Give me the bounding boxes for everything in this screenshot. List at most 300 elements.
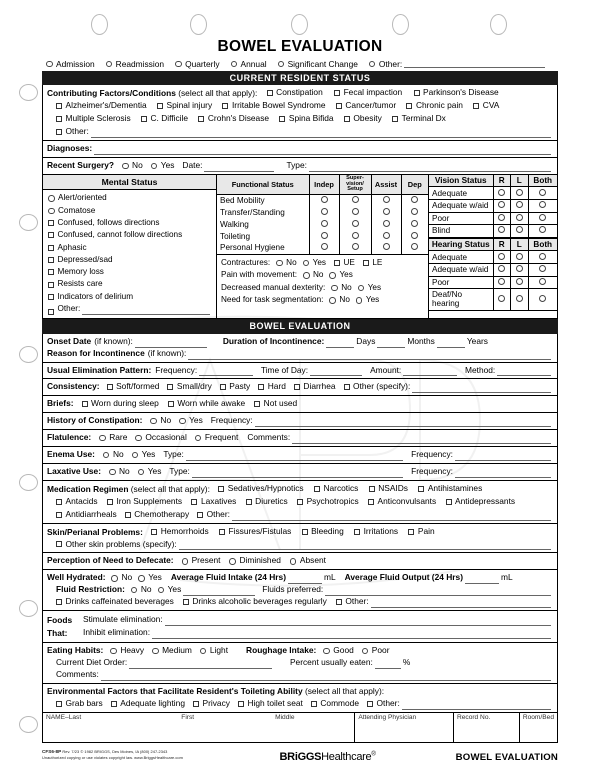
skin-other[interactable]: Other skin problems (specify): bbox=[56, 539, 177, 551]
eating-heavy[interactable]: Heavy bbox=[110, 645, 144, 657]
laxative-frequency-input[interactable] bbox=[455, 470, 551, 478]
fs-personal-hygiene-assist[interactable] bbox=[371, 242, 401, 254]
consistency-small-dry[interactable]: Small/dry bbox=[167, 381, 211, 393]
radio-icon[interactable] bbox=[362, 648, 369, 655]
checkbox-icon[interactable] bbox=[336, 599, 342, 605]
eval-type-admission[interactable]: Admission bbox=[46, 59, 95, 69]
checkbox-icon[interactable] bbox=[220, 384, 226, 390]
radio-icon[interactable] bbox=[411, 196, 418, 203]
name-first-field[interactable] bbox=[178, 713, 272, 742]
radio-icon[interactable] bbox=[516, 265, 523, 272]
checkbox-icon[interactable] bbox=[56, 599, 62, 605]
med-chemotherapy[interactable]: Chemotherapy bbox=[125, 509, 189, 521]
radio-icon[interactable] bbox=[195, 435, 202, 442]
vision-poor-both[interactable] bbox=[528, 212, 557, 225]
eval-type-significant-change[interactable]: Significant Change bbox=[278, 59, 358, 69]
ms-aphasic[interactable]: Aphasic bbox=[48, 242, 212, 254]
checkbox-icon[interactable] bbox=[314, 486, 320, 492]
hearing-deaf-r[interactable] bbox=[493, 289, 511, 311]
cf-crohns[interactable]: Crohn's Disease bbox=[198, 113, 269, 125]
vision-blind-l[interactable] bbox=[511, 225, 529, 238]
fs-bed-mobility-supervision[interactable] bbox=[339, 194, 371, 206]
drinks-alcoholic[interactable]: Drinks alcoholic beverages regularly bbox=[183, 596, 327, 608]
radio-icon[interactable] bbox=[383, 208, 390, 215]
hearing-adequate-aid-l[interactable] bbox=[511, 263, 529, 276]
enema-no[interactable]: No bbox=[103, 449, 124, 461]
radio-icon[interactable] bbox=[516, 295, 523, 302]
checkbox-icon[interactable] bbox=[183, 599, 189, 605]
name-last-field[interactable] bbox=[43, 713, 178, 742]
roughage-poor[interactable]: Poor bbox=[362, 645, 390, 657]
fn-contractures-no[interactable]: No bbox=[276, 257, 296, 269]
radio-icon[interactable] bbox=[516, 214, 523, 221]
fn-pain-movement-no[interactable]: No bbox=[303, 269, 323, 281]
radio-icon[interactable] bbox=[498, 226, 505, 233]
checkbox-icon[interactable] bbox=[193, 701, 199, 707]
fn-pain-movement-yes[interactable]: Yes bbox=[329, 269, 352, 281]
well-hydrated-yes[interactable]: Yes bbox=[138, 572, 162, 584]
radio-icon[interactable] bbox=[321, 196, 328, 203]
radio-icon[interactable] bbox=[329, 272, 336, 279]
checkbox-icon[interactable] bbox=[107, 499, 113, 505]
radio-icon[interactable] bbox=[352, 232, 359, 239]
radio-icon[interactable] bbox=[99, 435, 106, 442]
radio-icon[interactable] bbox=[48, 208, 55, 215]
env-other-input[interactable] bbox=[402, 702, 551, 710]
enema-type-input[interactable] bbox=[186, 453, 403, 461]
recent-surgery-date-input[interactable] bbox=[204, 164, 274, 172]
eating-comments-input[interactable] bbox=[101, 673, 551, 681]
eval-type-other[interactable]: Other: bbox=[369, 59, 547, 69]
cf-ibs[interactable]: Irritable Bowel Syndrome bbox=[222, 100, 325, 112]
med-other[interactable]: Other: bbox=[197, 509, 230, 521]
checkbox-icon[interactable] bbox=[267, 90, 273, 96]
fs-bed-mobility-assist[interactable] bbox=[371, 194, 401, 206]
checkbox-icon[interactable] bbox=[56, 103, 62, 109]
cf-spinal-injury[interactable]: Spinal injury bbox=[157, 100, 212, 112]
duration-days-input[interactable] bbox=[326, 340, 354, 348]
fs-toileting-indep[interactable] bbox=[309, 230, 339, 242]
radio-icon[interactable] bbox=[516, 253, 523, 260]
fluids-preferred-input[interactable] bbox=[325, 588, 551, 596]
ms-memory-loss[interactable]: Memory loss bbox=[48, 266, 212, 278]
radio-icon[interactable] bbox=[179, 418, 186, 425]
checkbox-icon[interactable] bbox=[368, 499, 374, 505]
med-laxatives[interactable]: Laxatives bbox=[191, 496, 236, 508]
radio-icon[interactable] bbox=[321, 208, 328, 215]
radio-icon[interactable] bbox=[516, 278, 523, 285]
radio-icon[interactable] bbox=[151, 163, 158, 170]
ms-comatose[interactable]: Comatose bbox=[48, 205, 212, 217]
radio-icon[interactable] bbox=[358, 285, 365, 292]
checkbox-icon[interactable] bbox=[446, 499, 452, 505]
room-bed-field[interactable] bbox=[519, 713, 557, 742]
radio-icon[interactable] bbox=[516, 201, 523, 208]
vision-poor-r[interactable] bbox=[493, 212, 511, 225]
checkbox-icon[interactable] bbox=[56, 499, 62, 505]
consistency-diarrhea[interactable]: Diarrhea bbox=[294, 381, 336, 393]
checkbox-icon[interactable] bbox=[48, 282, 54, 288]
vision-blind-r[interactable] bbox=[493, 225, 511, 238]
radio-icon[interactable] bbox=[539, 253, 546, 260]
skin-irritations[interactable]: Irritations bbox=[354, 526, 398, 538]
flatulence-rare[interactable]: Rare bbox=[99, 432, 127, 444]
perception-diminished[interactable]: Diminished bbox=[229, 555, 280, 567]
checkbox-icon[interactable] bbox=[198, 116, 204, 122]
radio-icon[interactable] bbox=[498, 253, 505, 260]
radio-icon[interactable] bbox=[122, 163, 129, 170]
ms-other[interactable]: Other: bbox=[48, 303, 212, 315]
checkbox-icon[interactable] bbox=[157, 103, 163, 109]
checkbox-icon[interactable] bbox=[48, 269, 54, 275]
radio-icon[interactable] bbox=[352, 220, 359, 227]
fs-toileting-assist[interactable] bbox=[371, 230, 401, 242]
med-iron-supplements[interactable]: Iron Supplements bbox=[107, 496, 182, 508]
checkbox-icon[interactable] bbox=[82, 401, 88, 407]
percent-eaten-input[interactable] bbox=[375, 661, 401, 669]
fn-contractures-ue[interactable]: UE bbox=[334, 257, 355, 269]
checkbox-icon[interactable] bbox=[414, 90, 420, 96]
radio-icon[interactable] bbox=[539, 201, 546, 208]
skin-fissures-fistulas[interactable]: Fissures/Fistulas bbox=[219, 526, 291, 538]
roughage-good[interactable]: Good bbox=[323, 645, 354, 657]
ms-confused-follows[interactable]: Confused, follows directions bbox=[48, 217, 212, 229]
radio-icon[interactable] bbox=[135, 435, 142, 442]
checkbox-icon[interactable] bbox=[344, 384, 350, 390]
radio-icon[interactable] bbox=[158, 587, 165, 594]
cf-chronic-pain[interactable]: Chronic pain bbox=[406, 100, 463, 112]
cf-alzheimers[interactable]: Alzheimer's/Dementia bbox=[56, 100, 147, 112]
med-diuretics[interactable]: Diuretics bbox=[246, 496, 288, 508]
checkbox-icon[interactable] bbox=[258, 384, 264, 390]
radio-icon[interactable] bbox=[331, 285, 338, 292]
checkbox-icon[interactable] bbox=[418, 486, 424, 492]
elimination-amount-input[interactable] bbox=[403, 368, 457, 376]
checkbox-icon[interactable] bbox=[408, 529, 414, 535]
radio-icon[interactable] bbox=[329, 297, 336, 304]
checkbox-icon[interactable] bbox=[344, 116, 350, 122]
checkbox-icon[interactable] bbox=[141, 116, 147, 122]
skin-pain[interactable]: Pain bbox=[408, 526, 434, 538]
eval-type-other-input[interactable] bbox=[404, 60, 545, 68]
med-sedatives-hypnotics[interactable]: Sedatives/Hypnotics bbox=[218, 483, 303, 495]
env-other[interactable]: Other: bbox=[367, 698, 400, 710]
checkbox-icon[interactable] bbox=[334, 90, 340, 96]
radio-icon[interactable] bbox=[111, 575, 118, 582]
radio-icon[interactable] bbox=[383, 232, 390, 239]
flatulence-frequent[interactable]: Frequent bbox=[195, 432, 239, 444]
med-antacids[interactable]: Antacids bbox=[56, 496, 98, 508]
med-other-input[interactable] bbox=[232, 513, 551, 521]
checkbox-icon[interactable] bbox=[336, 103, 342, 109]
checkbox-icon[interactable] bbox=[367, 701, 373, 707]
elimination-method-input[interactable] bbox=[497, 368, 551, 376]
eval-type-readmission[interactable]: Readmission bbox=[106, 59, 164, 69]
vision-adequate-aid-both[interactable] bbox=[528, 200, 557, 213]
env-commode[interactable]: Commode bbox=[311, 698, 359, 710]
radio-icon[interactable] bbox=[321, 243, 328, 250]
radio-icon[interactable] bbox=[539, 214, 546, 221]
checkbox-icon[interactable] bbox=[363, 260, 369, 266]
checkbox-icon[interactable] bbox=[56, 129, 62, 135]
radio-icon[interactable] bbox=[516, 189, 523, 196]
radio-icon[interactable] bbox=[498, 295, 505, 302]
checkbox-icon[interactable] bbox=[222, 103, 228, 109]
radio-icon[interactable] bbox=[498, 201, 505, 208]
checkbox-icon[interactable] bbox=[302, 529, 308, 535]
env-high-toilet-seat[interactable]: High toilet seat bbox=[238, 698, 303, 710]
vision-adequate-aid-l[interactable] bbox=[511, 200, 529, 213]
fs-transfer-standing-supervision[interactable] bbox=[339, 207, 371, 219]
checkbox-icon[interactable] bbox=[473, 103, 479, 109]
radio-icon[interactable] bbox=[352, 196, 359, 203]
ms-other-input[interactable] bbox=[82, 307, 210, 315]
hearing-adequate-l[interactable] bbox=[511, 251, 529, 264]
diagnoses-input[interactable] bbox=[94, 147, 551, 155]
radio-icon[interactable] bbox=[411, 208, 418, 215]
hearing-adequate-both[interactable] bbox=[528, 251, 557, 264]
fluid-restriction-no[interactable]: No bbox=[131, 584, 152, 596]
eating-medium[interactable]: Medium bbox=[152, 645, 192, 657]
checkbox-icon[interactable] bbox=[406, 103, 412, 109]
name-middle-field[interactable] bbox=[272, 713, 354, 742]
fs-transfer-standing-indep[interactable] bbox=[309, 207, 339, 219]
checkbox-icon[interactable] bbox=[246, 499, 252, 505]
radio-icon[interactable] bbox=[110, 648, 117, 655]
checkbox-icon[interactable] bbox=[56, 512, 62, 518]
radio-icon[interactable] bbox=[352, 208, 359, 215]
checkbox-icon[interactable] bbox=[334, 260, 340, 266]
radio-icon[interactable] bbox=[498, 265, 505, 272]
checkbox-icon[interactable] bbox=[197, 512, 203, 518]
cf-constipation[interactable]: Constipation bbox=[267, 87, 323, 99]
checkbox-icon[interactable] bbox=[219, 529, 225, 535]
fs-toileting-dep[interactable] bbox=[401, 230, 428, 242]
checkbox-icon[interactable] bbox=[48, 257, 54, 263]
radio-icon[interactable] bbox=[539, 278, 546, 285]
consistency-soft-formed[interactable]: Soft/formed bbox=[107, 381, 160, 393]
hearing-adequate-aid-r[interactable] bbox=[493, 263, 511, 276]
skin-bleeding[interactable]: Bleeding bbox=[302, 526, 344, 538]
drinks-caffeinated[interactable]: Drinks caffeinated beverages bbox=[56, 596, 174, 608]
duration-months-input[interactable] bbox=[377, 340, 405, 348]
cf-fecal-impaction[interactable]: Fecal impaction bbox=[334, 87, 402, 99]
radio-icon[interactable] bbox=[290, 558, 297, 565]
radio-icon[interactable] bbox=[498, 214, 505, 221]
cf-cancer-tumor[interactable]: Cancer/tumor bbox=[336, 100, 396, 112]
checkbox-icon[interactable] bbox=[354, 529, 360, 535]
fs-bed-mobility-dep[interactable] bbox=[401, 194, 428, 206]
reason-input[interactable] bbox=[188, 352, 551, 360]
recent-surgery-no[interactable]: No bbox=[122, 160, 143, 172]
consistency-other-input[interactable] bbox=[412, 385, 551, 393]
env-privacy[interactable]: Privacy bbox=[193, 698, 230, 710]
radio-icon[interactable] bbox=[539, 265, 546, 272]
radio-icon[interactable] bbox=[411, 232, 418, 239]
fs-personal-hygiene-supervision[interactable] bbox=[339, 242, 371, 254]
med-antidepressants[interactable]: Antidepressants bbox=[446, 496, 516, 508]
vision-blind-both[interactable] bbox=[528, 225, 557, 238]
constipation-no[interactable]: No bbox=[150, 415, 171, 427]
eval-type-quarterly[interactable]: Quarterly bbox=[175, 59, 219, 69]
checkbox-icon[interactable] bbox=[56, 541, 62, 547]
radio-icon[interactable] bbox=[352, 243, 359, 250]
radio-icon[interactable] bbox=[138, 575, 145, 582]
checkbox-icon[interactable] bbox=[151, 529, 157, 535]
checkbox-icon[interactable] bbox=[218, 486, 224, 492]
checkbox-icon[interactable] bbox=[48, 309, 54, 315]
checkbox-icon[interactable] bbox=[238, 701, 244, 707]
vision-poor-l[interactable] bbox=[511, 212, 529, 225]
env-grab-bars[interactable]: Grab bars bbox=[56, 698, 103, 710]
radio-icon[interactable] bbox=[539, 189, 546, 196]
radio-icon[interactable] bbox=[383, 243, 390, 250]
radio-icon[interactable] bbox=[46, 61, 53, 68]
onset-date-input[interactable] bbox=[135, 340, 207, 348]
cf-other[interactable]: Other: bbox=[56, 126, 89, 138]
checkbox-icon[interactable] bbox=[279, 116, 285, 122]
enema-frequency-input[interactable] bbox=[455, 453, 551, 461]
fn-contractures-le[interactable]: LE bbox=[363, 257, 383, 269]
checkbox-icon[interactable] bbox=[107, 384, 113, 390]
cf-obesity[interactable]: Obesity bbox=[344, 113, 382, 125]
fluid-restriction-yes[interactable]: Yes bbox=[158, 584, 182, 596]
radio-icon[interactable] bbox=[411, 220, 418, 227]
recent-surgery-yes[interactable]: Yes bbox=[151, 160, 175, 172]
radio-icon[interactable] bbox=[321, 232, 328, 239]
radio-icon[interactable] bbox=[276, 260, 283, 267]
hearing-poor-l[interactable] bbox=[511, 276, 529, 289]
checkbox-icon[interactable] bbox=[48, 245, 54, 251]
radio-icon[interactable] bbox=[109, 469, 116, 476]
hydration-other[interactable]: Other: bbox=[336, 596, 369, 608]
med-narcotics[interactable]: Narcotics bbox=[314, 483, 358, 495]
med-antihistamines[interactable]: Antihistamines bbox=[418, 483, 482, 495]
briefs-worn-sleep[interactable]: Worn during sleep bbox=[82, 398, 159, 410]
fluid-intake-input[interactable] bbox=[288, 576, 322, 584]
fs-walking-assist[interactable] bbox=[371, 218, 401, 230]
radio-icon[interactable] bbox=[303, 260, 310, 267]
skin-hemorrhoids[interactable]: Hemorrhoids bbox=[151, 526, 208, 538]
ms-resists-care[interactable]: Resists care bbox=[48, 278, 212, 290]
attending-physician-field[interactable] bbox=[354, 713, 453, 742]
cf-c-difficile[interactable]: C. Difficile bbox=[141, 113, 188, 125]
consistency-hard[interactable]: Hard bbox=[258, 381, 286, 393]
fs-toileting-supervision[interactable] bbox=[339, 230, 371, 242]
radio-icon[interactable] bbox=[150, 418, 157, 425]
record-no-field[interactable] bbox=[453, 713, 519, 742]
consistency-pasty[interactable]: Pasty bbox=[220, 381, 250, 393]
fs-personal-hygiene-dep[interactable] bbox=[401, 242, 428, 254]
constipation-yes[interactable]: Yes bbox=[179, 415, 203, 427]
fs-bed-mobility-indep[interactable] bbox=[309, 194, 339, 206]
elimination-frequency-input[interactable] bbox=[199, 368, 253, 376]
consistency-other[interactable]: Other (specify): bbox=[344, 381, 411, 393]
radio-icon[interactable] bbox=[383, 196, 390, 203]
hearing-deaf-l[interactable] bbox=[511, 289, 529, 311]
cf-parkinsons[interactable]: Parkinson's Disease bbox=[414, 87, 499, 99]
briefs-not-used[interactable]: Not used bbox=[254, 398, 297, 410]
cf-cva[interactable]: CVA bbox=[473, 100, 499, 112]
ms-alert-oriented[interactable]: Alert/oriented bbox=[48, 192, 212, 204]
radio-icon[interactable] bbox=[229, 558, 236, 565]
skin-other-input[interactable] bbox=[179, 542, 551, 550]
ms-confused-cannot-follow[interactable]: Confused, cannot follow directions bbox=[48, 229, 212, 241]
checkbox-icon[interactable] bbox=[392, 116, 398, 122]
hearing-adequate-aid-both[interactable] bbox=[528, 263, 557, 276]
radio-icon[interactable] bbox=[48, 195, 55, 202]
radio-icon[interactable] bbox=[383, 220, 390, 227]
laxative-type-input[interactable] bbox=[192, 470, 403, 478]
radio-icon[interactable] bbox=[132, 452, 139, 459]
checkbox-icon[interactable] bbox=[56, 701, 62, 707]
ms-depressed-sad[interactable]: Depressed/sad bbox=[48, 254, 212, 266]
flatulence-comments-input[interactable] bbox=[292, 436, 551, 444]
radio-icon[interactable] bbox=[182, 558, 189, 565]
elimination-time-input[interactable] bbox=[310, 368, 362, 376]
radio-icon[interactable] bbox=[103, 452, 110, 459]
checkbox-icon[interactable] bbox=[168, 401, 174, 407]
fn-task-segmentation-no[interactable]: No bbox=[329, 294, 349, 306]
enema-yes[interactable]: Yes bbox=[132, 449, 156, 461]
fluid-output-input[interactable] bbox=[465, 576, 499, 584]
cf-terminal-dx[interactable]: Terminal Dx bbox=[392, 113, 446, 125]
radio-icon[interactable] bbox=[516, 226, 523, 233]
radio-icon[interactable] bbox=[369, 61, 376, 68]
checkbox-icon[interactable] bbox=[48, 220, 54, 226]
vision-adequate-r[interactable] bbox=[493, 187, 511, 200]
checkbox-icon[interactable] bbox=[48, 232, 54, 238]
constipation-frequency-input[interactable] bbox=[255, 419, 551, 427]
vision-adequate-aid-r[interactable] bbox=[493, 200, 511, 213]
duration-years-input[interactable] bbox=[437, 340, 465, 348]
radio-icon[interactable] bbox=[278, 61, 285, 68]
briefs-worn-awake[interactable]: Worn while awake bbox=[168, 398, 245, 410]
checkbox-icon[interactable] bbox=[48, 294, 54, 300]
eval-type-annual[interactable]: Annual bbox=[231, 59, 267, 69]
checkbox-icon[interactable] bbox=[311, 701, 317, 707]
radio-icon[interactable] bbox=[498, 278, 505, 285]
checkbox-icon[interactable] bbox=[125, 512, 131, 518]
radio-icon[interactable] bbox=[152, 648, 159, 655]
radio-icon[interactable] bbox=[323, 648, 330, 655]
laxative-no[interactable]: No bbox=[109, 466, 130, 478]
cf-spina-bifida[interactable]: Spina Bifida bbox=[279, 113, 333, 125]
checkbox-icon[interactable] bbox=[369, 486, 375, 492]
radio-icon[interactable] bbox=[356, 297, 363, 304]
radio-icon[interactable] bbox=[498, 189, 505, 196]
radio-icon[interactable] bbox=[131, 587, 138, 594]
radio-icon[interactable] bbox=[303, 272, 310, 279]
vision-adequate-both[interactable] bbox=[528, 187, 557, 200]
radio-icon[interactable] bbox=[411, 243, 418, 250]
well-hydrated-no[interactable]: No bbox=[111, 572, 132, 584]
flatulence-occasional[interactable]: Occasional bbox=[135, 432, 186, 444]
perception-absent[interactable]: Absent bbox=[290, 555, 326, 567]
ms-indicators-delirium[interactable]: Indicators of delirium bbox=[48, 291, 212, 303]
fs-personal-hygiene-indep[interactable] bbox=[309, 242, 339, 254]
checkbox-icon[interactable] bbox=[111, 701, 117, 707]
recent-surgery-type-input[interactable] bbox=[309, 164, 551, 172]
fs-transfer-standing-dep[interactable] bbox=[401, 207, 428, 219]
vision-adequate-l[interactable] bbox=[511, 187, 529, 200]
radio-icon[interactable] bbox=[539, 226, 546, 233]
med-nsaids[interactable]: NSAIDs bbox=[369, 483, 408, 495]
radio-icon[interactable] bbox=[200, 648, 207, 655]
fn-contractures-yes[interactable]: Yes bbox=[303, 257, 326, 269]
env-adequate-lighting[interactable]: Adequate lighting bbox=[111, 698, 185, 710]
checkbox-icon[interactable] bbox=[191, 499, 197, 505]
